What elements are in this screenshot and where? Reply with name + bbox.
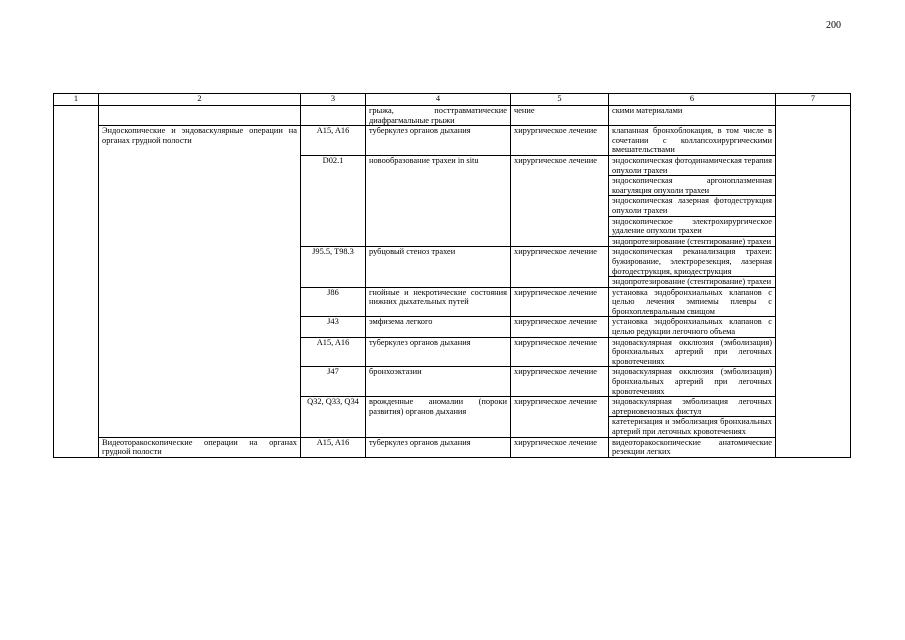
code-cell: Q32, Q33, Q34	[301, 397, 366, 437]
section-cell: Эндоскопические и эндоваскулярные операции на органах грудной полости	[99, 126, 301, 437]
col1-cell	[54, 106, 99, 458]
code-cell: J86	[301, 287, 366, 317]
diagnosis-cell: рубцовый стеноз трахеи	[366, 247, 511, 287]
treatment-cell: хирургическое лечение	[511, 155, 609, 246]
code-cell: A15, A16	[301, 337, 366, 367]
diagnosis-cell: туберкулез органов дыхания	[366, 437, 511, 457]
treatment-cell: хирургическое лечение	[511, 337, 609, 367]
header-cell: 1	[54, 94, 99, 106]
method-cell: видеоторакоскопические анатомические резекции легких	[609, 437, 776, 457]
treatment-cell: хирургическое лечение	[511, 437, 609, 457]
code-cell: J43	[301, 317, 366, 337]
table-row	[54, 437, 851, 457]
method-cell: эндоскопическая аргоноплазменная коагуляция опухоли трахеи	[609, 176, 776, 196]
table-row	[54, 126, 851, 156]
method-cell: эндоскопическая реканализация трахеи: бужирование, электрорезекция, лазерная фотодеструкция, криодеструкция	[609, 247, 776, 277]
code-cell: D02.1	[301, 155, 366, 246]
header-cell: 2	[99, 94, 301, 106]
header-cell: 5	[511, 94, 609, 106]
diagnosis-cell: эмфизема легкого	[366, 317, 511, 337]
code-cell: A15, A16	[301, 126, 366, 156]
code-cell: A15, A16	[301, 437, 366, 457]
method-cell: эндоваскулярная эмболизация легочных артериовенозных фистул	[609, 397, 776, 417]
treatment-cell: хирургическое лечение	[511, 287, 609, 317]
method-cell: эндоваскулярная окклюзия (эмболизация) бронхиальных артерий при легочных кровотечениях	[609, 367, 776, 397]
method-cell: эндоскопическое электрохирургическое удаление опухоли трахеи	[609, 216, 776, 236]
method-cell: эндопротезирование (стентирование) трахеи	[609, 236, 776, 247]
diagnosis-cell: новообразование трахеи in situ	[366, 155, 511, 246]
method-cell: эндоскопическая фотодинамическая терапия опухоли трахеи	[609, 155, 776, 175]
diagnosis-cell: бронхоэктазии	[366, 367, 511, 397]
method-cell: эндоваскулярная окклюзия (эмболизация) бронхиальных артерий при легочных кровотечениях	[609, 337, 776, 367]
treatment-cell: хирургическое лечение	[511, 317, 609, 337]
code-cell: J47	[301, 367, 366, 397]
treatment-cell: хирургическое лечение	[511, 367, 609, 397]
diagnosis-cell: врожденные аномалии (пороки развития) органов дыхания	[366, 397, 511, 437]
header-cell: 3	[301, 94, 366, 106]
treatment-cell: хирургическое лечение	[511, 247, 609, 287]
code-cell	[301, 106, 366, 126]
col7-cell	[776, 106, 851, 458]
diagnosis-cell: туберкулез органов дыхания	[366, 126, 511, 156]
diagnosis-cell: грыжа, посттравматические диафрагмальные грыжи	[366, 106, 511, 126]
diagnosis-cell: гнойные и некротические состояния нижних дыхательных путей	[366, 287, 511, 317]
method-cell: эндопротезирование (стентирование) трахеи	[609, 277, 776, 288]
treatment-cell: хирургическое лечение	[511, 397, 609, 437]
header-row	[54, 94, 851, 106]
diagnosis-cell: туберкулез органов дыхания	[366, 337, 511, 367]
page-number: 200	[826, 20, 841, 31]
method-cell: установка эндобронхиальных клапанов с целью лечения эмпиемы плевры с бронхоплевральным свищом	[609, 287, 776, 317]
method-cell: катетеризация и эмболизация бронхиальных артерий при легочных кровотечениях	[609, 417, 776, 437]
header-cell: 4	[366, 94, 511, 106]
procedures-table	[53, 93, 851, 458]
header-cell: 6	[609, 94, 776, 106]
section-cell	[99, 106, 301, 126]
section-cell: Видеоторакоскопические операции на органах грудной полости	[99, 437, 301, 457]
method-cell: клапанная бронхоблокация, в том числе в сочетании с коллапсохирургическими вмешательствами	[609, 126, 776, 156]
method-cell: эндоскопическая лазерная фотодеструкция опухоли трахеи	[609, 196, 776, 216]
table-row	[54, 106, 851, 126]
header-cell: 7	[776, 94, 851, 106]
method-cell: установка эндобронхиальных клапанов с целью редукции легочного объема	[609, 317, 776, 337]
treatment-cell: чение	[511, 106, 609, 126]
method-cell: скими материалами	[609, 106, 776, 126]
treatment-cell: хирургическое лечение	[511, 126, 609, 156]
code-cell: J95.5, T98.3	[301, 247, 366, 287]
